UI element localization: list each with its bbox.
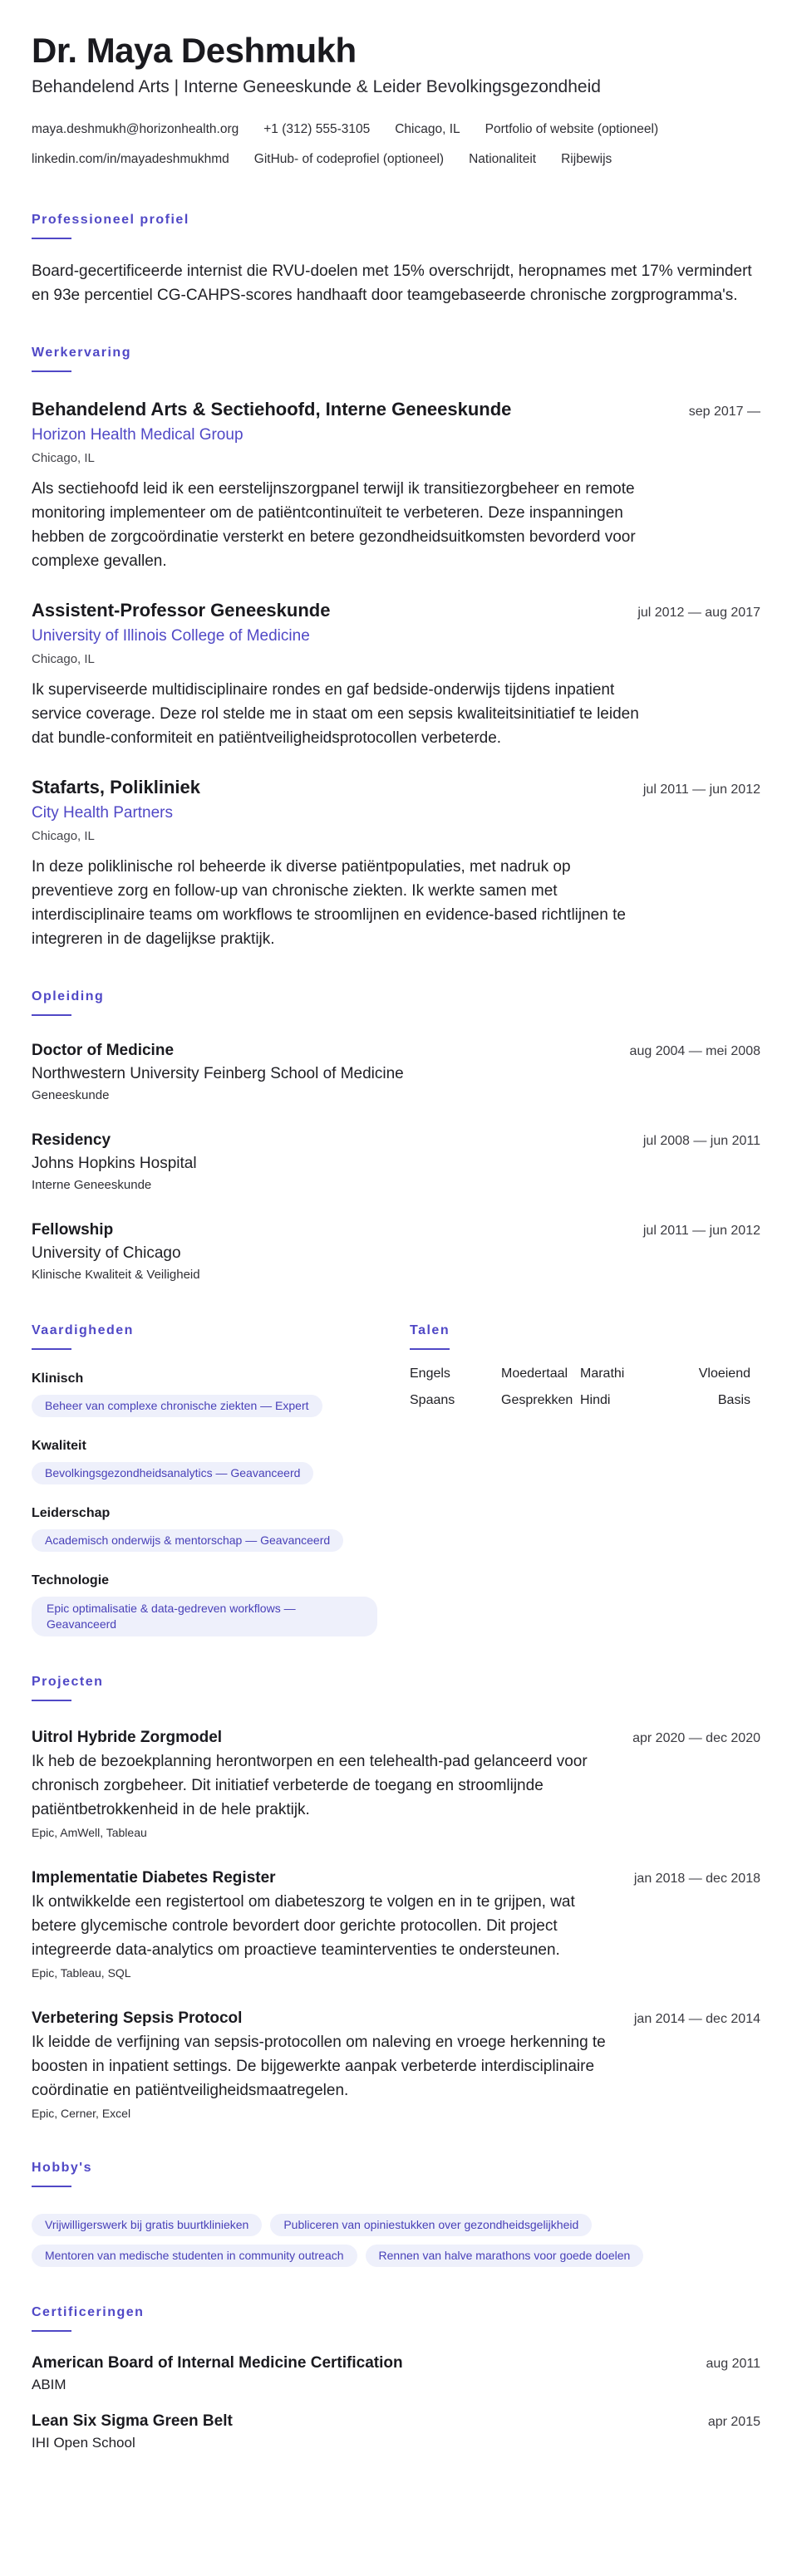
language-name: Spaans: [410, 1393, 455, 1407]
language-name: Marathi: [580, 1367, 625, 1381]
language-name: Hindi: [580, 1393, 611, 1407]
skill-group: [32, 1504, 410, 1552]
project-entry: [32, 1867, 760, 1982]
languages-section: [410, 1322, 759, 1636]
job-title: Stafarts, Polikliniek: [32, 777, 200, 797]
skills-section: [32, 1322, 410, 1636]
hobby-chip: Publiceren van opiniestukken over gezondheidsgelijkheid: [270, 2214, 592, 2236]
education-school: Johns Hopkins Hospital: [32, 1155, 197, 1172]
project-tech: Epic, AmWell, Tableau: [32, 1826, 147, 1839]
section-divider: [32, 370, 71, 372]
section-divider: [32, 2330, 71, 2332]
section-title: Talen: [410, 1323, 450, 1337]
section-title: Certificeringen: [32, 2305, 145, 2319]
education-entry: [32, 1219, 760, 1285]
section-divider: [32, 1348, 71, 1350]
skill-chip: Bevolkingsgezondheidsanalytics — Geavanceerd: [32, 1462, 313, 1484]
contact-phone[interactable]: +1 (312) 555-3105: [263, 122, 371, 136]
certification-date: aug 2011: [706, 2357, 760, 2371]
project-description: Ik leidde de verfijning van sepsis-protocollen om naleving en vroege herkenning te boosten in inpatient settings. De bijgewerkte aanpak verbeterde interdisciplinaire coördinatie en patiëntveiligheidsmaatregelen.: [32, 2034, 606, 2099]
contact-location: Chicago, IL: [395, 122, 460, 136]
job-entry: [32, 775, 760, 951]
hobbies-list: [32, 2206, 760, 2267]
project-entry: [32, 1726, 760, 1842]
hobby-chip: Rennen van halve marathons voor goede doelen: [366, 2245, 644, 2267]
skill-group: [32, 1437, 410, 1484]
section-title: Opleiding: [32, 989, 105, 1003]
education-section: [32, 988, 760, 1285]
education-date: jul 2008 — jun 2011: [642, 1134, 760, 1148]
job-description: Ik superviseerde multidisciplinaire rondes en gaf bedside-onderwijs tijdens inpatient service coverage. Deze rol stelde me in staat om een sepsis kwaliteitsinitiatief te leiden dat bundle-conformiteit en patiëntveiligheidsprotocollen verbeterde.: [32, 681, 639, 747]
project-title: Verbetering Sepsis Protocol: [32, 2009, 243, 2027]
project-tech: Epic, Cerner, Excel: [32, 2107, 131, 2120]
section-divider: [32, 1700, 71, 1701]
job-description: Als sectiehoofd leid ik een eerstelijnszorgpanel terwijl ik transitiezorgbeheer en remote monitoring implementeer om de patiëntcontinuïteit te verbeteren. Deze inspanningen hebben de zorgcoördinatie versterkt en betere gezondheidsuitkomsten bevorderd voor complexe gevallen.: [32, 480, 636, 570]
skill-group: [32, 1370, 410, 1417]
education-field: Interne Geneeskunde: [32, 1178, 152, 1192]
job-company[interactable]: University of Illinois College of Medicine: [32, 627, 310, 645]
section-divider: [410, 1348, 450, 1350]
section-title: Hobby's: [32, 2161, 92, 2175]
job-title: Behandelend Arts & Sectiehoofd, Interne Geneeskunde: [32, 399, 512, 420]
skills-languages-row: [32, 1322, 760, 1636]
candidate-headline: Behandelend Arts | Interne Geneeskunde & Leider Bevolkingsgezondheid: [32, 77, 601, 96]
language-level: Gesprekken: [501, 1393, 573, 1407]
contact-info: [32, 115, 760, 174]
project-title: Implementatie Diabetes Register: [32, 1869, 276, 1887]
language-level: Moedertaal: [501, 1367, 568, 1381]
education-degree: Fellowship: [32, 1221, 114, 1239]
certification-name: American Board of Internal Medicine Certification: [32, 2354, 403, 2372]
job-location: Chicago, IL: [32, 652, 95, 666]
project-title: Uitrol Hybride Zorgmodel: [32, 1729, 223, 1746]
certification-entry: [32, 2410, 760, 2453]
job-location: Chicago, IL: [32, 451, 95, 465]
contact-linkedin[interactable]: linkedin.com/in/mayadeshmukhmd: [32, 152, 229, 166]
section-title: Werkervaring: [32, 346, 131, 360]
job-location: Chicago, IL: [32, 829, 95, 843]
certification-name: Lean Six Sigma Green Belt: [32, 2412, 233, 2430]
project-tech: Epic, Tableau, SQL: [32, 1966, 131, 1980]
contact-portfolio[interactable]: Portfolio of website (optioneel): [485, 122, 659, 136]
education-entry: [32, 1129, 760, 1195]
education-entry: [32, 1039, 760, 1106]
education-date: aug 2004 — mei 2008: [629, 1044, 760, 1058]
education-degree: Doctor of Medicine: [32, 1042, 175, 1059]
language-name: Engels: [410, 1367, 450, 1381]
education-date: jul 2011 — jun 2012: [642, 1224, 760, 1238]
project-date: jan 2014 — dec 2014: [633, 2012, 760, 2026]
section-title: Projecten: [32, 1675, 104, 1689]
certification-date: apr 2015: [707, 2415, 760, 2429]
contact-license: Rijbewijs: [561, 152, 612, 166]
job-description: In deze poliklinische rol beheerde ik diverse patiëntpopulaties, met nadruk op preventieve zorg en follow-up van chronische ziekten. Ik werkte samen met interdisciplinaire teams om workflows te stroomlijnen en evidence-based richtlijnen te integreren in de dagelijkse praktijk.: [32, 858, 626, 948]
skill-chip: Epic optimalisatie & data-gedreven workflows — Geavanceerd: [32, 1597, 377, 1636]
section-divider: [32, 2186, 71, 2187]
contact-nationality: Nationaliteit: [469, 152, 537, 166]
job-date: sep 2017 —: [688, 405, 760, 419]
skill-category: Klinisch: [32, 1371, 84, 1386]
project-description: Ik ontwikkelde een registertool om diabeteszorg te volgen en in te grijpen, wat betere glycemische controle bevordert door gerichte protocollen. Dit project integreerde data-analytics om proactieve teaminterventies te ondersteunen.: [32, 1893, 575, 1959]
project-date: apr 2020 — dec 2020: [632, 1731, 760, 1745]
contact-github[interactable]: GitHub- of codeprofiel (optioneel): [253, 152, 445, 166]
job-entry: [32, 397, 760, 573]
certification-entry: [32, 2352, 760, 2395]
experience-section: [32, 344, 760, 951]
education-school: Northwestern University Feinberg School of Medicine: [32, 1065, 404, 1082]
candidate-name: Dr. Maya Deshmukh: [32, 31, 357, 70]
job-company[interactable]: City Health Partners: [32, 804, 174, 822]
profile-section: [32, 211, 760, 307]
section-divider: [32, 1014, 71, 1016]
skill-group: [32, 1572, 410, 1636]
section-divider: [32, 238, 71, 239]
hobby-chip: Mentoren van medische studenten in community outreach: [32, 2245, 357, 2267]
job-title: Assistent-Professor Geneeskunde: [32, 600, 331, 621]
job-date: jul 2011 — jun 2012: [642, 783, 760, 797]
skill-chip: Academisch onderwijs & mentorschap — Geavanceerd: [32, 1529, 343, 1552]
project-description: Ik heb de bezoekplanning herontworpen en een telehealth-pad gelanceerd voor chronisch zorgbeheer. Dit initiatief verbeterde de toegang en stroomlijnde patiëntbetrokkenheid in de hele praktijk.: [32, 1753, 588, 1818]
section-title: Vaardigheden: [32, 1323, 134, 1337]
projects-section: [32, 1673, 760, 2122]
language-level: Basis: [717, 1393, 750, 1407]
education-degree: Residency: [32, 1131, 111, 1149]
job-company[interactable]: Horizon Health Medical Group: [32, 426, 244, 444]
skill-chip: Beheer van complexe chronische ziekten — Expert: [32, 1395, 322, 1417]
education-field: Klinische Kwaliteit & Veiligheid: [32, 1268, 200, 1282]
job-entry: [32, 598, 760, 750]
certifications-section: [32, 2304, 760, 2453]
skill-category: Leiderschap: [32, 1506, 111, 1520]
skill-category: Kwaliteit: [32, 1439, 86, 1453]
job-date: jul 2012 — aug 2017: [637, 606, 760, 620]
contact-email[interactable]: maya.deshmukh@horizonhealth.org: [32, 122, 239, 136]
certification-org: IHI Open School: [32, 2435, 135, 2451]
hobby-chip: Vrijwilligerswerk bij gratis buurtklinieken: [32, 2214, 262, 2236]
project-date: jan 2018 — dec 2018: [633, 1872, 760, 1886]
education-field: Geneeskunde: [32, 1088, 110, 1102]
education-school: University of Chicago: [32, 1244, 181, 1262]
language-level: Vloeiend: [698, 1367, 750, 1381]
project-entry: [32, 2007, 760, 2122]
certification-org: ABIM: [32, 2377, 66, 2392]
hobbies-section: [32, 2159, 760, 2267]
profile-summary: Board-gecertificeerde internist die RVU-doelen met 15% overschrijdt, heropnames met 17% vermindert en 93e percentiel CG-CAHPS-scores handhaaft door teamgebaseerde chronische zorgprogramma's.: [32, 263, 752, 304]
skill-category: Technologie: [32, 1573, 110, 1587]
section-title: Professioneel profiel: [32, 213, 189, 227]
resume-header: [32, 30, 760, 174]
languages-list: [410, 1367, 759, 1408]
